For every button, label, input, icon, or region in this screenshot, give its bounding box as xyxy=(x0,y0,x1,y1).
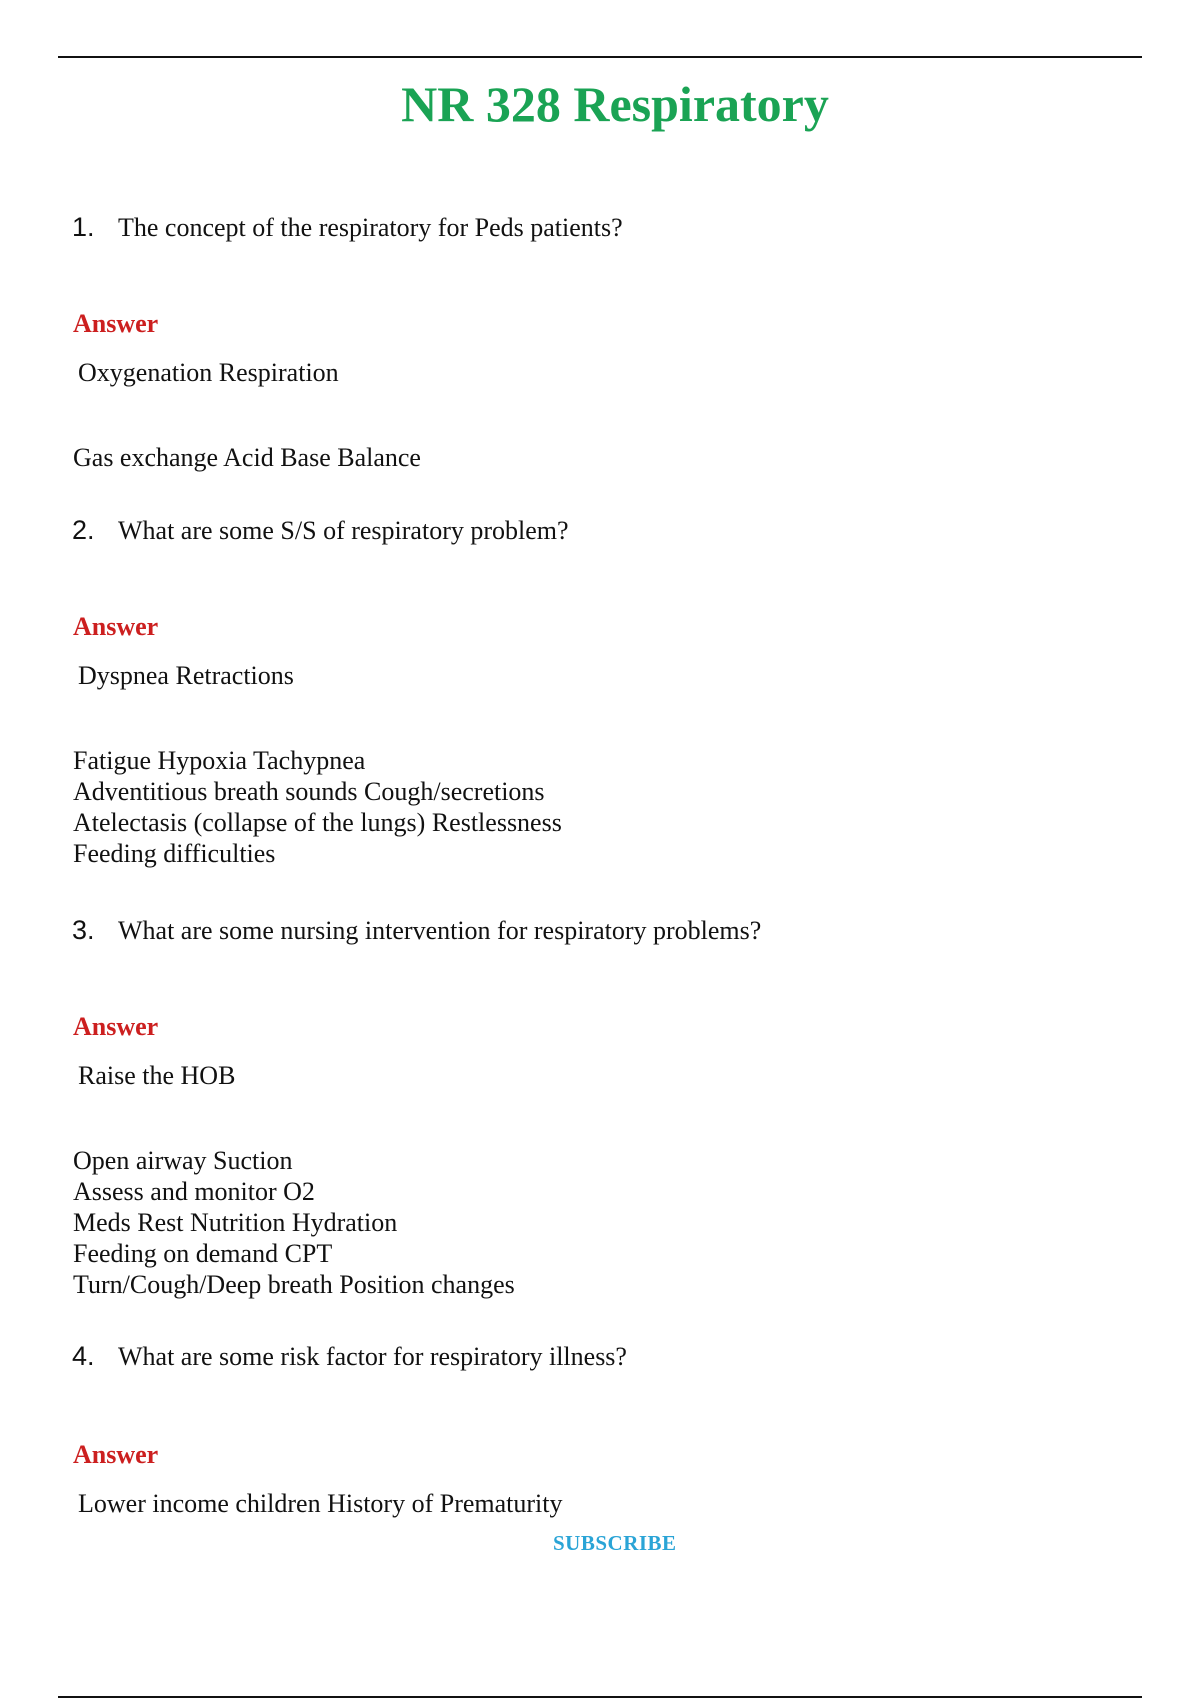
bottom-rule xyxy=(58,1696,1142,1698)
question-3 xyxy=(72,914,761,947)
page-title: NR 328 Respiratory xyxy=(401,76,829,132)
answer-1-lines xyxy=(73,442,421,473)
answer-3-lines xyxy=(73,1145,515,1300)
question-2 xyxy=(72,514,569,547)
answer-line: Meds Rest Nutrition Hydration xyxy=(73,1208,398,1237)
answer-line: Atelectasis (collapse of the lungs) Restlessness xyxy=(73,808,562,837)
answer-2-lines xyxy=(73,745,562,869)
answer-line: Feeding on demand CPT xyxy=(73,1239,333,1268)
answer-label-4: Answer xyxy=(73,1440,159,1469)
question-number: 4. xyxy=(72,1341,95,1371)
answer-line: Adventitious breath sounds Cough/secretions xyxy=(73,777,545,806)
answer-2-first: Dyspnea Retractions xyxy=(78,661,294,690)
answer-1-first: Oxygenation Respiration xyxy=(78,358,339,387)
question-number: 1. xyxy=(72,212,95,242)
answer-line: Assess and monitor O2 xyxy=(73,1177,315,1206)
answer-line: Gas exchange Acid Base Balance xyxy=(73,443,421,472)
question-text: What are some S/S of respiratory problem? xyxy=(118,516,569,545)
answer-3-first: Raise the HOB xyxy=(78,1061,236,1090)
question-number: 3. xyxy=(72,915,95,945)
question-number: 2. xyxy=(72,515,95,545)
answer-4-first: Lower income children History of Prematurity xyxy=(78,1489,563,1518)
answer-line: Fatigue Hypoxia Tachypnea xyxy=(73,746,366,775)
answer-line: Feeding difficulties xyxy=(73,839,276,868)
answer-label-3: Answer xyxy=(73,1012,159,1041)
answer-label-2: Answer xyxy=(73,612,159,641)
answer-line: Open airway Suction xyxy=(73,1146,293,1175)
question-text: The concept of the respiratory for Peds patients? xyxy=(118,213,623,242)
answer-line: Turn/Cough/Deep breath Position changes xyxy=(73,1270,515,1299)
answer-label-1: Answer xyxy=(73,309,159,338)
top-rule xyxy=(58,56,1142,58)
question-1 xyxy=(72,211,623,244)
question-text: What are some nursing intervention for respiratory problems? xyxy=(118,916,762,945)
subscribe-link[interactable]: SUBSCRIBE xyxy=(553,1531,677,1555)
question-text: What are some risk factor for respiratory illness? xyxy=(118,1342,627,1371)
question-4 xyxy=(72,1340,627,1373)
